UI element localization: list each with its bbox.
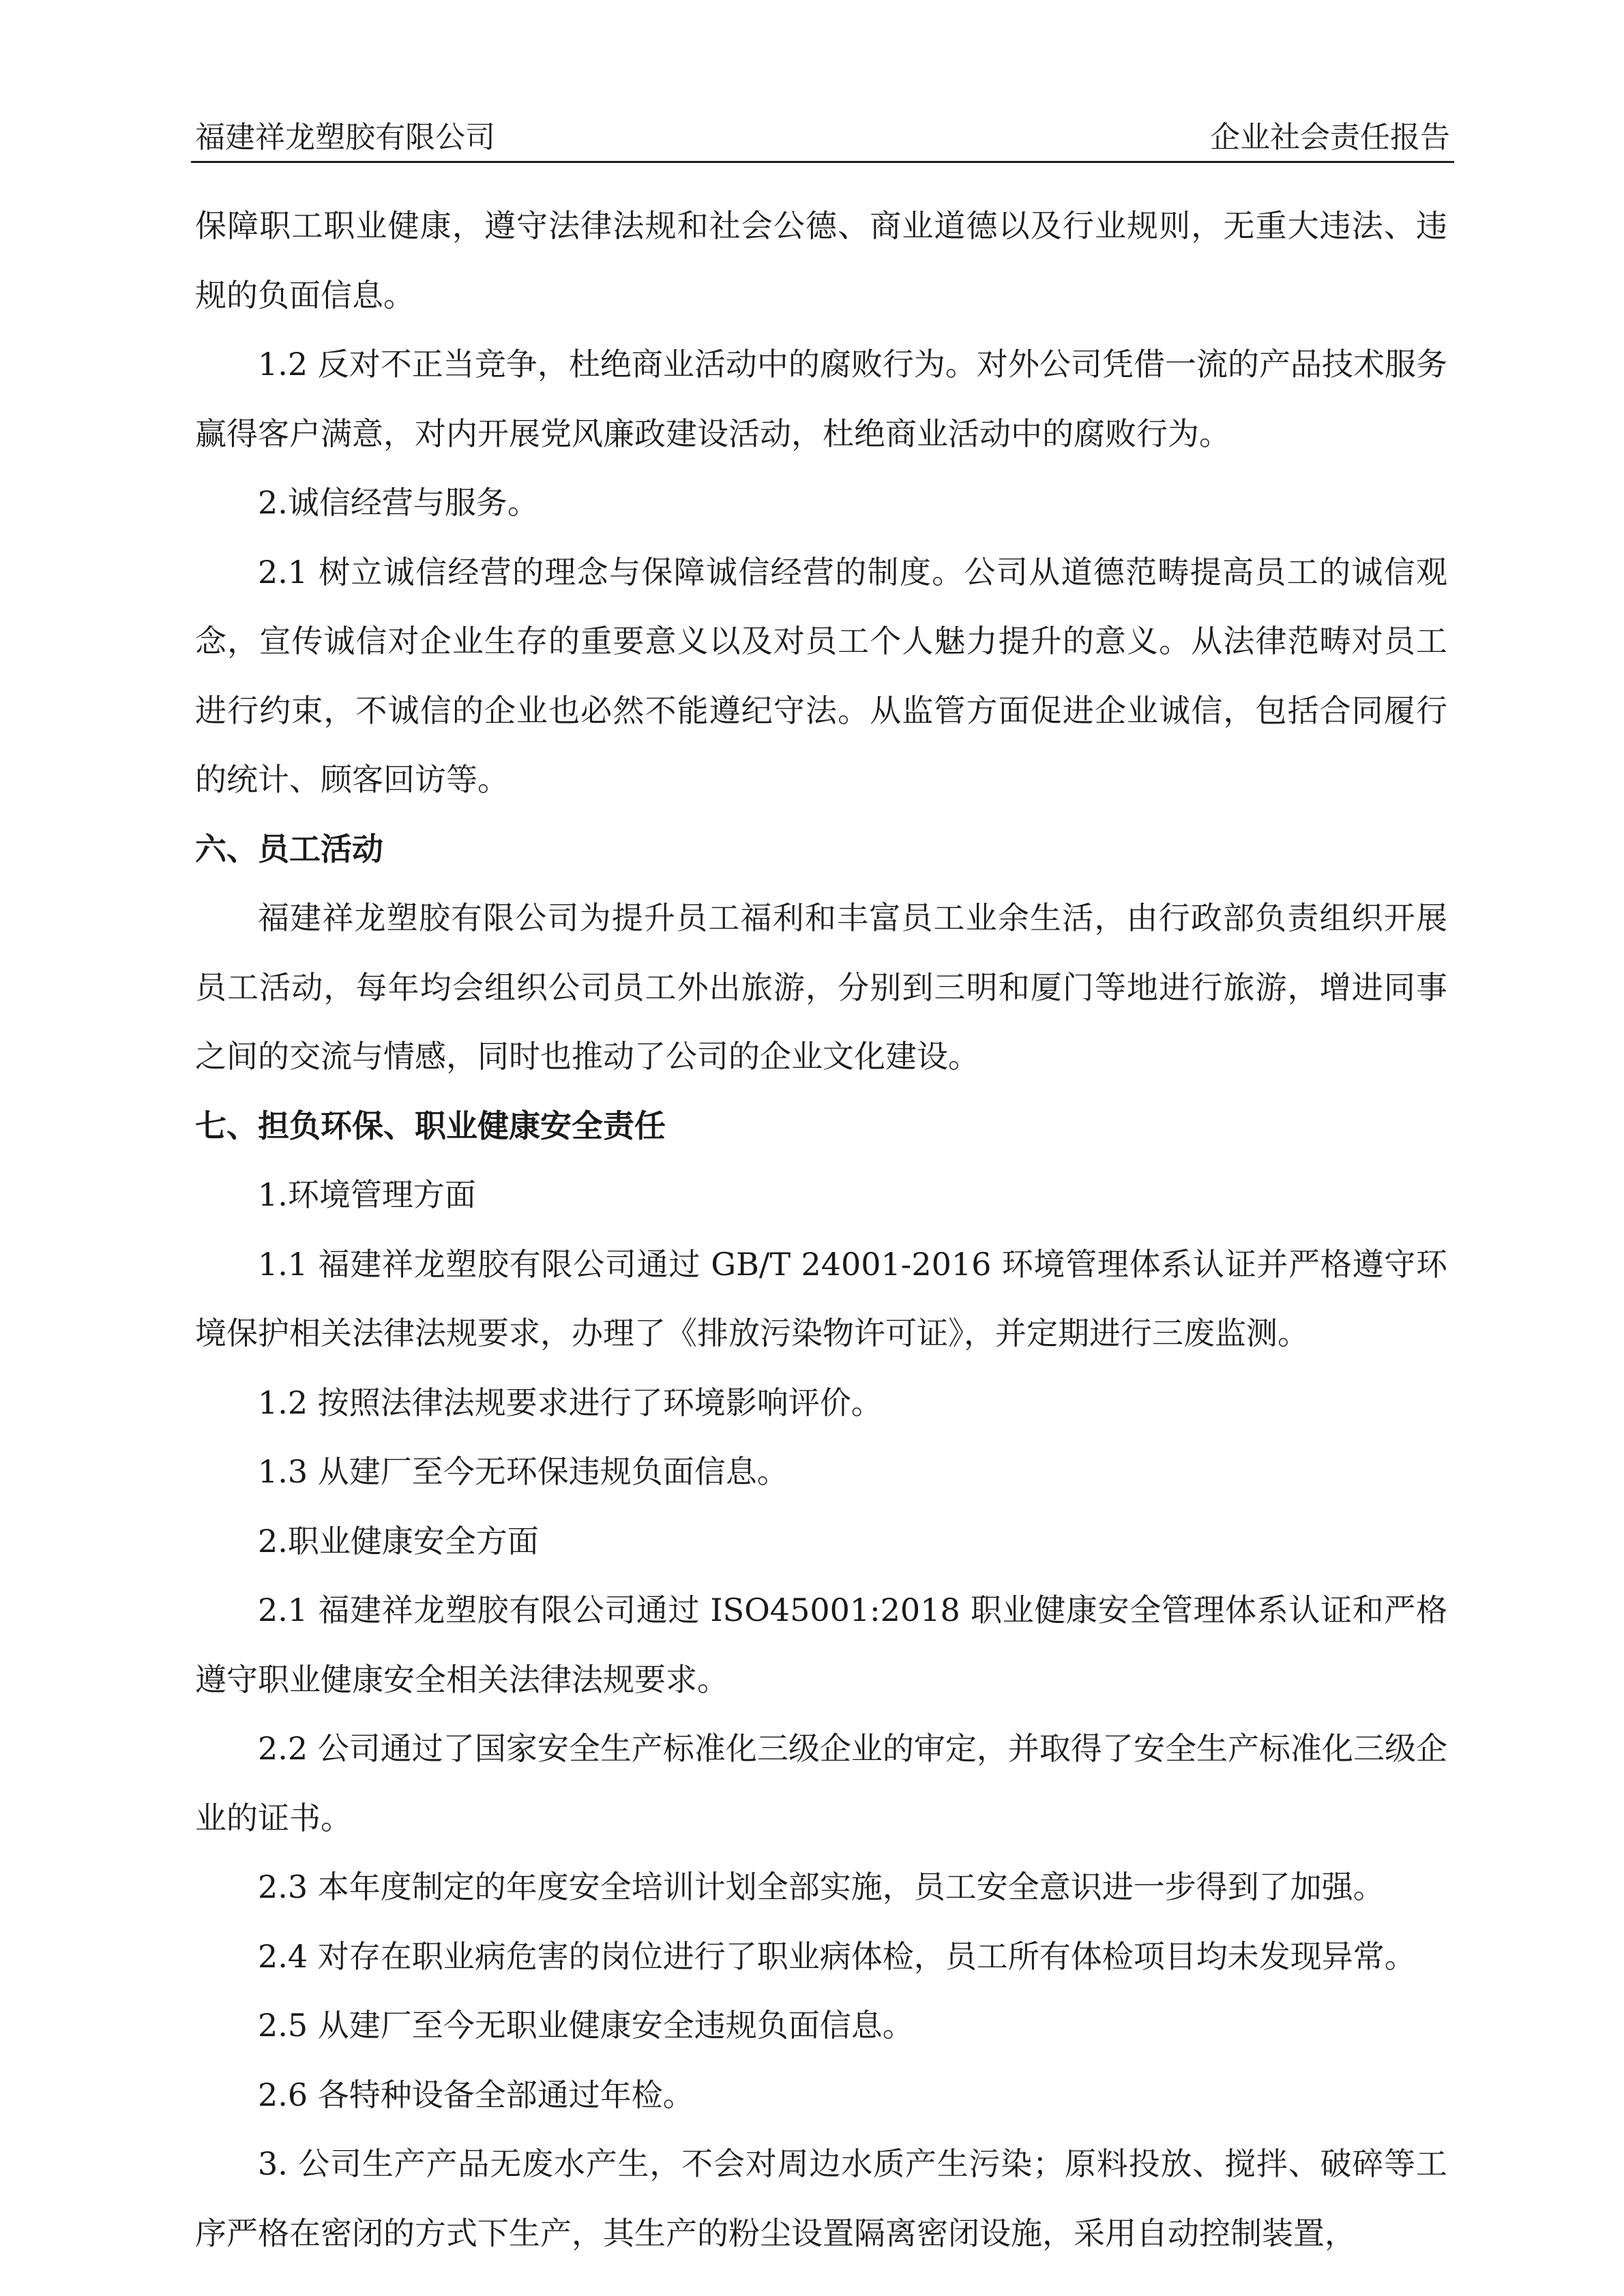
body-paragraph: 2.1 树立诚信经营的理念与保障诚信经营的制度。公司从道德范畴提高员工的诚信观念，宣传诚信对企业生存的重要意义以及对员工个人魅力提升的意义。从法律范畴对员工进行约束，不诚信的企业也必然不能遵纪守法。从监管方面促进企业诚信，包括合同履行的统计、顾客回访等。 xyxy=(195,553,1447,798)
body-paragraph: 2.职业健康安全方面 xyxy=(258,1522,539,1560)
body-paragraph: 1.2 按照法律法规要求进行了环境影响评价。 xyxy=(258,1384,883,1421)
body-paragraph: 1.环境管理方面 xyxy=(258,1176,476,1213)
header-divider xyxy=(191,161,1454,163)
body-paragraph: 1.2 反对不正当竞争，杜绝商业活动中的腐败行为。对外公司凭借一流的产品技术服务赢得客户满意，对内开展党风廉政建设活动，杜绝商业活动中的腐败行为。 xyxy=(195,346,1447,452)
body-paragraph: 3. 公司生产产品无废水产生，不会对周边水质产生污染；原料投放、搅拌、破碎等工序严格在密闭的方式下生产，其生产的粉尘设置隔离密闭设施，采用自动控制装置， xyxy=(195,2145,1447,2252)
body-paragraph: 2.1 福建祥龙塑胶有限公司通过 ISO45001:2018 职业健康安全管理体系认证和严格遵守职业健康安全相关法律法规要求。 xyxy=(195,1592,1447,1698)
header-company-name: 福建祥龙塑胶有限公司 xyxy=(195,120,495,155)
body-paragraph: 2.5 从建厂至今无职业健康安全违规负面信息。 xyxy=(258,2007,914,2044)
body-paragraph: 1.1 福建祥龙塑胶有限公司通过 GB/T 24001-2016 环境管理体系认证并严格遵守环境保护相关法律法规要求，办理了《排放污染物许可证》，并定期进行三废监测。 xyxy=(195,1245,1447,1352)
body-paragraph: 1.3 从建厂至今无环保违规负面信息。 xyxy=(258,1453,788,1490)
document-body xyxy=(195,192,1447,2268)
body-paragraph: 2.4 对存在职业病危害的岗位进行了职业病体检，员工所有体检项目均未发现异常。 xyxy=(258,1937,1416,1975)
section-heading: 七、担负环保、职业健康安全责任 xyxy=(195,1107,666,1144)
section-heading: 六、员工活动 xyxy=(195,830,383,867)
page-header xyxy=(195,115,1450,161)
body-paragraph: 2.6 各特种设备全部通过年检。 xyxy=(258,2076,694,2113)
body-paragraph: 2.3 本年度制定的年度安全培训计划全部实施，员工安全意识进一步得到了加强。 xyxy=(258,1868,1385,1905)
body-paragraph: 保障职工职业健康，遵守法律法规和社会公德、商业道德以及行业规则，无重大违法、违规的负面信息。 xyxy=(195,207,1447,314)
header-report-title: 企业社会责任报告 xyxy=(1210,120,1450,155)
body-paragraph: 福建祥龙塑胶有限公司为提升员工福利和丰富员工业余生活，由行政部负责组织开展员工活动，每年均会组织公司员工外出旅游，分别到三明和厦门等地进行旅游，增进同事之间的交流与情感，同时也推动了公司的企业文化建设。 xyxy=(195,899,1447,1075)
body-paragraph: 2.诚信经营与服务。 xyxy=(258,484,539,521)
body-paragraph: 2.2 公司通过了国家安全生产标准化三级企业的审定，并取得了安全生产标准化三级企业的证书。 xyxy=(195,1730,1447,1836)
